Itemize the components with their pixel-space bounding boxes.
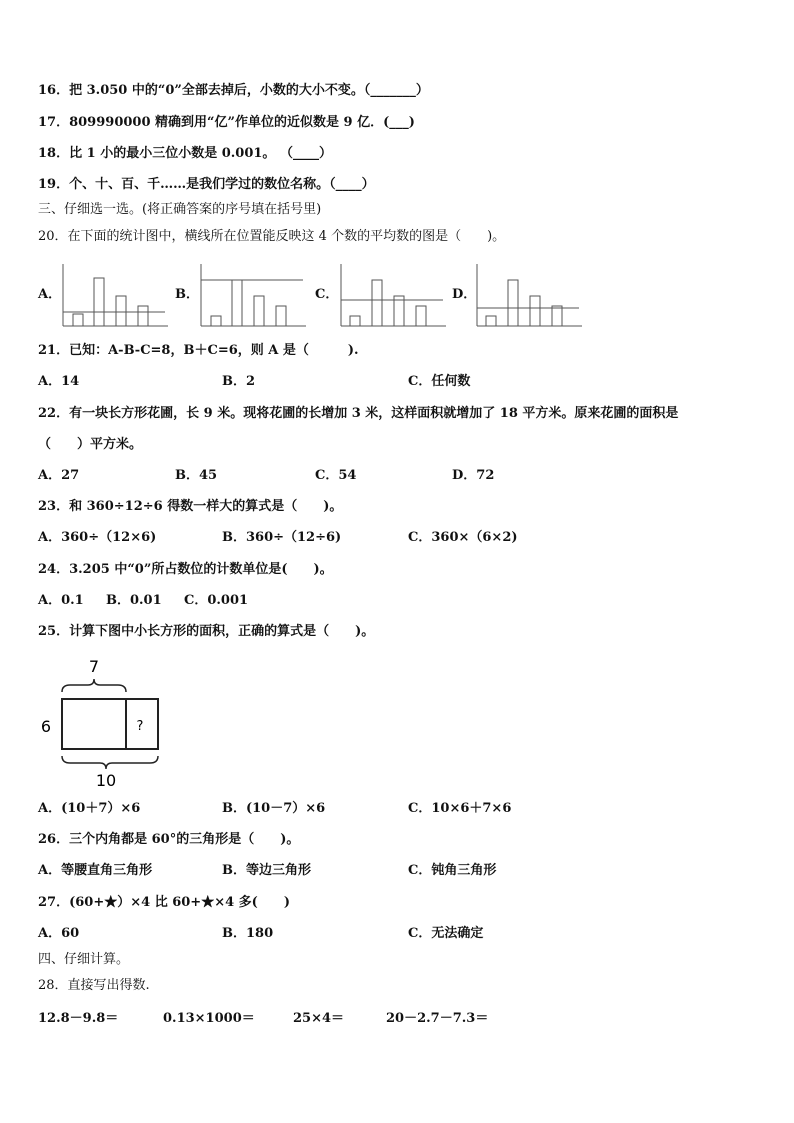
q24-option-b: B．0.01 (106, 593, 162, 608)
q21-option-b: B．2 (222, 374, 256, 389)
question-28: 28．直接写出得数. (38, 978, 150, 993)
question-18: 18．比 1 小的最小三位小数是 0.001。 （____） (38, 146, 332, 161)
question-27: 27．(60+★）×4 比 60+★×4 多( ) (38, 895, 290, 910)
calc-item-1: 12.8－9.8＝ (38, 1011, 119, 1026)
calc-item-2: 0.13×1000＝ (163, 1011, 255, 1026)
option-c-label: C． (315, 287, 339, 302)
calc-item-4: 20－2.7－7.3＝ (386, 1011, 489, 1026)
q24-option-c: C．0.001 (184, 593, 249, 608)
chart-b (198, 262, 308, 328)
q27-option-b: B．180 (222, 926, 274, 941)
question-25: 25．计算下图中小长方形的面积，正确的算式是（ )。 (38, 624, 375, 639)
q23-option-b: B．360÷（12÷6) (222, 530, 342, 545)
rectangle-figure (34, 652, 174, 794)
question-24: 24．3.205 中“0”所占数位的计数单位是( )。 (38, 562, 333, 577)
question-17: 17．809990000 精确到用“亿”作单位的近似数是 9 亿．(___) (38, 115, 415, 130)
question-26: 26．三个内角都是 60°的三角形是（ )。 (38, 832, 300, 847)
unknown-label: ? (136, 719, 144, 734)
question-16: 16．把 3.050 中的“0”全部去掉后，小数的大小不变。（_______） (38, 83, 429, 98)
q22-option-b: B．45 (175, 468, 218, 483)
chart-c (338, 262, 448, 328)
q25-option-a: A．(10＋7）×6 (38, 801, 141, 816)
question-22-line-1: 22．有一块长方形花圃，长 9 米。现将花圃的长增加 3 米，这样面积就增加了 18 平方米。原来花圃的面积是 (38, 406, 679, 421)
q26-option-a: A．等腰直角三角形 (38, 863, 153, 878)
question-23: 23．和 360÷12÷6 得数一样大的算式是（ )。 (38, 499, 343, 514)
top-length-label: 7 (88, 657, 100, 676)
question-20: 20．在下面的统计图中，横线所在位置能反映这 4 个数的平均数的图是（ )。 (38, 229, 506, 244)
q25-option-c: C．10×6＋7×6 (408, 801, 512, 816)
q26-option-c: C．钝角三角形 (408, 863, 497, 878)
bottom-length-label: 10 (95, 771, 117, 790)
q22-option-c: C．54 (315, 468, 357, 483)
q23-option-a: A．360÷（12×6) (38, 530, 157, 545)
option-a-label: A． (38, 287, 62, 302)
chart-a (60, 262, 170, 328)
q26-option-b: B．等边三角形 (222, 863, 311, 878)
calc-item-3: 25×4＝ (293, 1011, 345, 1026)
question-22-line-2: （ ）平方米。 (38, 437, 143, 452)
q27-option-c: C．无法确定 (408, 926, 484, 941)
q21-option-a: A．14 (38, 374, 80, 389)
height-label: 6 (40, 717, 52, 736)
q21-option-c: C．任何数 (408, 374, 471, 389)
option-b-label: B． (175, 287, 199, 302)
section-4-heading: 四、仔细计算。 (38, 952, 130, 967)
q23-option-c: C．360×（6×2) (408, 530, 518, 545)
section-3-heading: 三、仔细选一选。(将正确答案的序号填在括号里) (38, 202, 322, 217)
question-19: 19．个、十、百、千……是我们学过的数位名称。（____） (38, 177, 375, 192)
option-d-label: D． (452, 287, 477, 302)
q25-option-b: B．(10－7）×6 (222, 801, 326, 816)
q24-option-a: A．0.1 (38, 593, 84, 608)
q22-option-a: A．27 (38, 468, 80, 483)
question-21: 21．已知：A-B-C=8，B＋C=6，则 A 是（ ). (38, 343, 359, 358)
q27-option-a: A．60 (38, 926, 80, 941)
chart-d (474, 262, 584, 328)
q22-option-d: D．72 (452, 468, 495, 483)
